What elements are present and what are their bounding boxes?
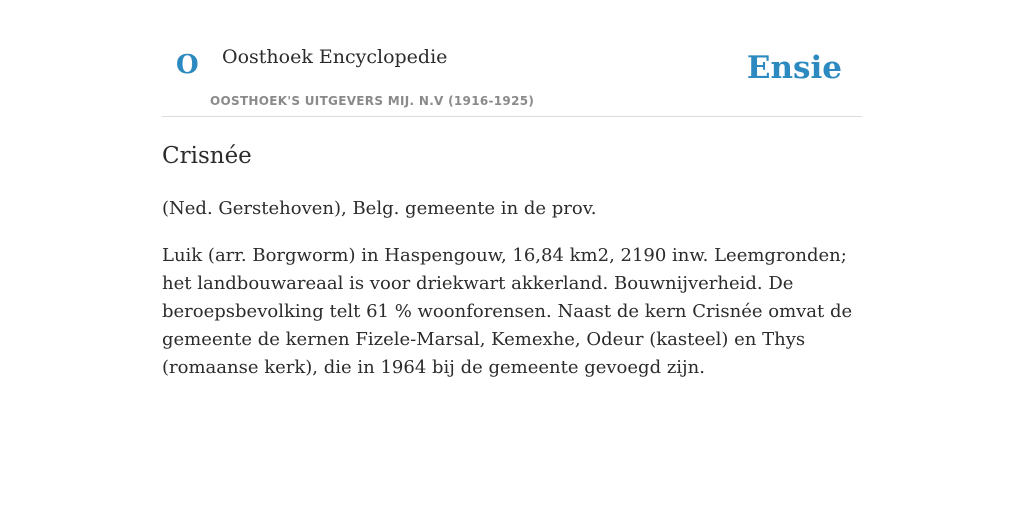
book-logo-letter[interactable]: O <box>176 50 199 80</box>
entry-paragraph: Luik (arr. Borgworm) in Haspengouw, 16,84 km2, 2190 inw. Leemgronden; het landbouwareaal is voor driekwart akkerland. Bouwnijverheid. De beroepsbevolking telt 61 % woonforensen. Naast de kern Crisnée omvat de gemeente de kernen Fizele-Marsal, Kemexhe, Odeur (kasteel) en Thys (romaanse kerk), die in 1964 bij de gemeente gevoegd zijn. <box>162 244 853 378</box>
site-header <box>162 0 862 117</box>
publisher-label: OOSTHOEK'S UITGEVERS MIJ. N.V (1916-1925) <box>210 94 535 108</box>
ensie-logo-link[interactable]: Ensie <box>746 50 842 86</box>
entry-content <box>162 142 862 382</box>
entry-title: Crisnée <box>162 143 252 169</box>
entry-paragraph: (Ned. Gerstehoven), Belg. gemeente in de prov. <box>162 197 597 219</box>
book-title[interactable]: Oosthoek Encyclopedie <box>222 46 448 68</box>
page-container <box>162 0 862 382</box>
